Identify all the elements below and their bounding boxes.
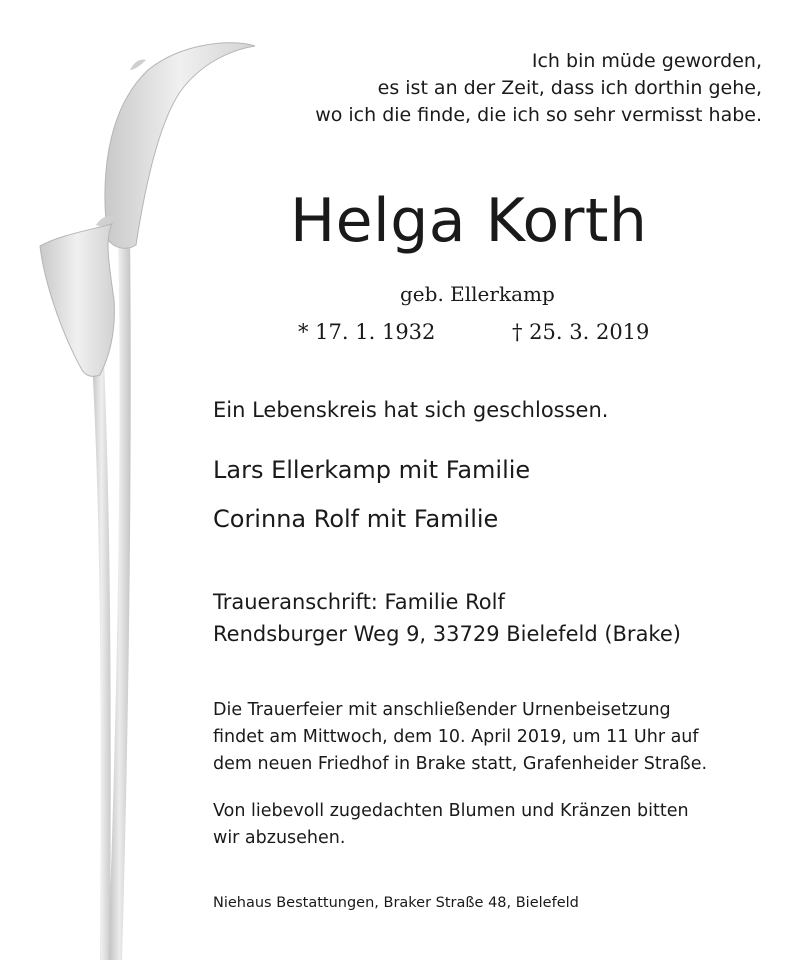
flower-notice: [213, 798, 689, 852]
poem: [315, 48, 762, 129]
mourning-address-line: Traueranschrift: Familie Rolf: [213, 590, 505, 614]
service-notice: [213, 697, 763, 778]
service-notice-line: Die Trauerfeier mit anschließender Urnenbeisetzung: [213, 700, 671, 720]
poem-line: Ich bin müde geworden,: [531, 50, 762, 72]
flower-notice-line: Von liebevoll zugedachten Blumen und Kränzen bitten: [213, 801, 689, 821]
undertaker-line: Niehaus Bestattungen, Braker Straße 48, Bielefeld: [213, 895, 579, 911]
poem-line: es ist an der Zeit, dass ich dorthin gehe,: [377, 77, 762, 99]
poem-line: wo ich die finde, die ich so sehr vermisst habe.: [315, 104, 762, 126]
service-notice-line: dem neuen Friedhof in Brake statt, Grafenheider Straße.: [213, 754, 708, 774]
birth-date: * 17. 1. 1932: [298, 320, 436, 344]
short-stem: [92, 360, 111, 960]
closing-line: Ein Lebenskreis hat sich geschlossen.: [213, 398, 609, 422]
mourner: Lars Ellerkamp mit Familie: [213, 456, 531, 484]
birth-name: geb. Ellerkamp: [400, 282, 555, 306]
death-date: † 25. 3. 2019: [512, 320, 650, 344]
deceased-name: Helga Korth: [290, 186, 648, 256]
flower-notice-line: wir abzusehen.: [213, 828, 346, 848]
mourner: Corinna Rolf mit Familie: [213, 505, 499, 533]
short-flower: [40, 224, 114, 376]
service-notice-line: findet am Mittwoch, dem 10. April 2019, um 11 Uhr auf: [213, 727, 699, 747]
mourning-address-line: Rendsburger Weg 9, 33729 Bielefeld (Brake): [213, 622, 681, 646]
tall-flower: [105, 43, 255, 249]
